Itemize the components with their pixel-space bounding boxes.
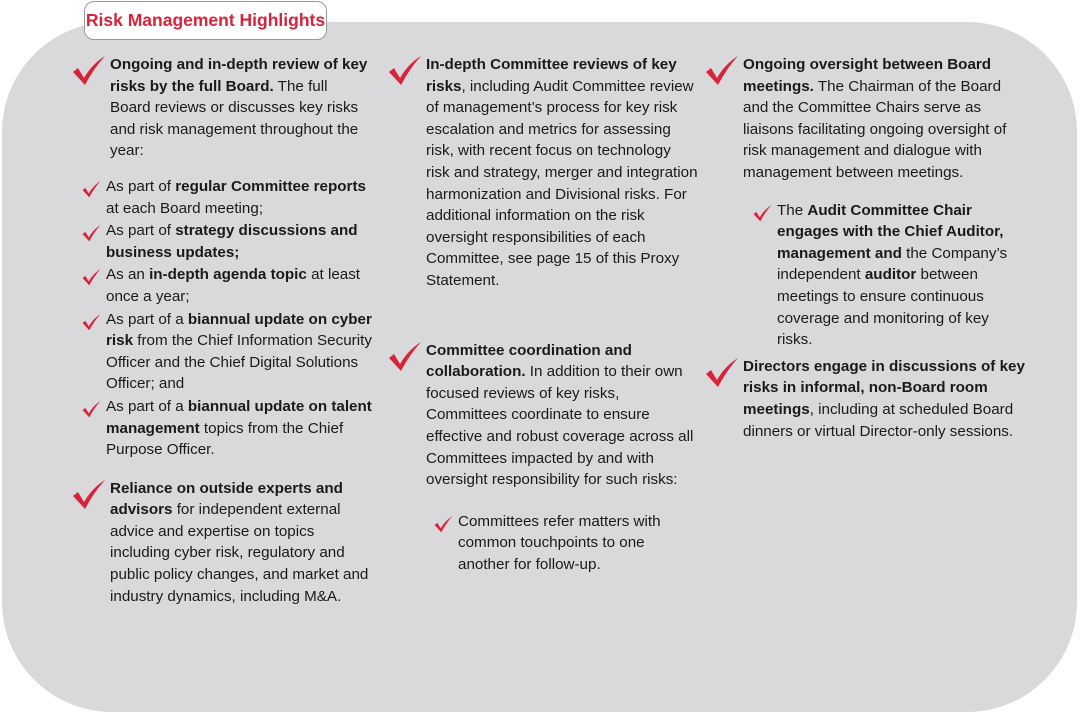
item-text: Ongoing and in-depth review of key risks by the full Board. The full Board reviews or discusses key risks and risk management throughout the year: [110, 56, 368, 160]
checkmark-icon [82, 401, 101, 418]
checkmark-icon [72, 480, 106, 510]
list-item [72, 478, 372, 608]
item-text: Ongoing oversight between Board meetings. The Chairman of the Board and the Committee Chairs serve as liaisons facilitating ongoing oversight of risk management and dialogue with management between meetings. [743, 56, 1007, 181]
checkmark-icon [82, 314, 101, 331]
sub-list-item: As part of a biannual update on cyber risk from the Chief Information Security Officer and the Chief Digital Solutions Officer; and [82, 309, 372, 395]
list-item [705, 356, 1025, 442]
section-title: Risk Management Highlights [84, 1, 327, 40]
checkmark-icon [705, 358, 739, 388]
list-item [705, 54, 1025, 184]
item-text: Directors engage in discussions of key risks in informal, non-Board room meetings, including at scheduled Board dinners or virtual Director-only sessions. [743, 357, 1025, 440]
list-item [388, 340, 698, 491]
column-3 [705, 54, 1025, 442]
checkmark-icon [82, 225, 101, 242]
list-item [388, 54, 698, 292]
checkmark-icon [82, 269, 101, 286]
checkmark-icon [434, 516, 453, 533]
sub-list [753, 200, 1025, 351]
checkmark-icon [82, 181, 101, 198]
column-1 [72, 54, 372, 607]
sub-list-item: As part of strategy discussions and business updates; [82, 220, 372, 263]
list-item [72, 54, 372, 162]
checkmark-icon [753, 205, 772, 222]
checkmark-icon [388, 342, 422, 372]
checkmark-icon [388, 56, 422, 86]
item-text: In-depth Committee reviews of key risks, including Audit Committee review of management’s process for key risk escalation and metrics for assessing risk, with recent focus on technology risk and strategy, merger and integration harmonization and Divisional risks. For additional information on the risk oversight responsibilities of each Committee, see page 15 of this Proxy Statement. [426, 56, 698, 289]
sub-list [434, 511, 698, 576]
sub-list-item: Committees refer matters with common touchpoints to one another for follow-up. [434, 511, 698, 576]
item-text: Committee coordination and collaboration. In addition to their own focused reviews of key risks, Committees coordinate to ensure effective and robust coverage across all Committees impacted by and with oversight responsibility for such risks: [426, 341, 694, 489]
sub-list-item: The Audit Committee Chair engages with the Chief Auditor, management and the Company’s independent auditor between meetings to ensure continuous coverage and monitoring of key risks. [753, 200, 1025, 351]
sub-list-item: As part of regular Committee reports at each Board meeting; [82, 176, 372, 219]
checkmark-icon [705, 56, 739, 86]
item-text: Reliance on outside experts and advisors for independent external advice and expertise on topics including cyber risk, regulatory and public policy changes, and market and industry dynamics, including M&A. [110, 479, 369, 605]
checkmark-icon [72, 56, 106, 86]
column-2 [388, 54, 698, 576]
sub-list-item: As an in-depth agenda topic at least once a year; [82, 264, 372, 307]
sub-list [82, 176, 372, 461]
sub-list-item: As part of a biannual update on talent management topics from the Chief Purpose Officer. [82, 396, 372, 461]
